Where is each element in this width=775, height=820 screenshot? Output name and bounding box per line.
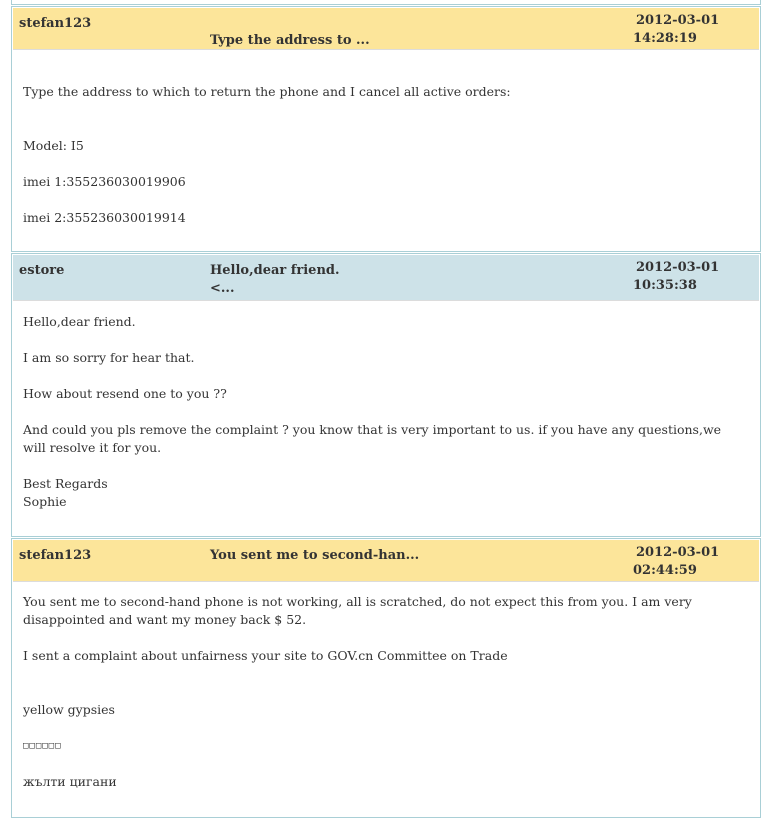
message-card: [11, 6, 761, 252]
message-line: imei 1:355236030019906: [23, 174, 186, 189]
message-author: estore: [19, 263, 65, 278]
message-line: And could you pls remove the complaint ? you know that is very important to us. if you have any questions,we will resolve it for you.: [23, 422, 722, 455]
message-line: I sent a complaint about unfairness your site to GOV.cn Committee on Trade: [23, 648, 508, 663]
message-time: 14:28:19: [633, 31, 697, 46]
message-line: Hello,dear friend.: [23, 314, 136, 329]
message-line: You sent me to second-hand phone is not working, all is scratched, do not expect this from you. I am very disappointed and want my money back $ 52.: [23, 594, 692, 627]
message-subject[interactable]: [210, 262, 410, 298]
message-header: [13, 255, 759, 301]
message-date: 2012-03-01: [636, 13, 720, 28]
message-timestamp: [633, 259, 733, 295]
message-date: 2012-03-01: [636, 545, 720, 560]
message-subject[interactable]: You sent me to second-han...: [210, 548, 420, 563]
message-time: 10:35:38: [633, 278, 697, 293]
message-subject-line: Hello,dear friend.: [210, 263, 340, 278]
message-author: stefan123: [19, 16, 92, 31]
message-line: How about resend one to you ??: [23, 386, 227, 401]
message-line: Best Regards: [23, 476, 108, 491]
message-author: stefan123: [19, 548, 92, 563]
top-divider: [11, 0, 761, 5]
message-time: 02:44:59: [633, 563, 697, 578]
message-line-unrendered-glyphs: □□□□□□: [23, 741, 62, 751]
message-line: imei 2:355236030019914: [23, 210, 186, 225]
message-card: [11, 538, 761, 818]
message-line: Model: I5: [23, 138, 84, 153]
message-line: yellow gypsies: [23, 702, 115, 717]
message-timestamp: [633, 12, 733, 48]
message-header: [13, 540, 759, 582]
message-subject[interactable]: Type the address to ...: [210, 33, 370, 48]
message-line: жълти цигани: [23, 774, 117, 789]
message-line: Sophie: [23, 494, 67, 509]
message-line: I am so sorry for hear that.: [23, 350, 195, 365]
message-header: [13, 8, 759, 50]
message-date: 2012-03-01: [636, 260, 720, 275]
message-card: [11, 253, 761, 537]
message-line: Type the address to which to return the phone and I cancel all active orders:: [23, 84, 511, 99]
message-timestamp: [633, 544, 733, 580]
message-subject-line: <...: [210, 281, 235, 296]
